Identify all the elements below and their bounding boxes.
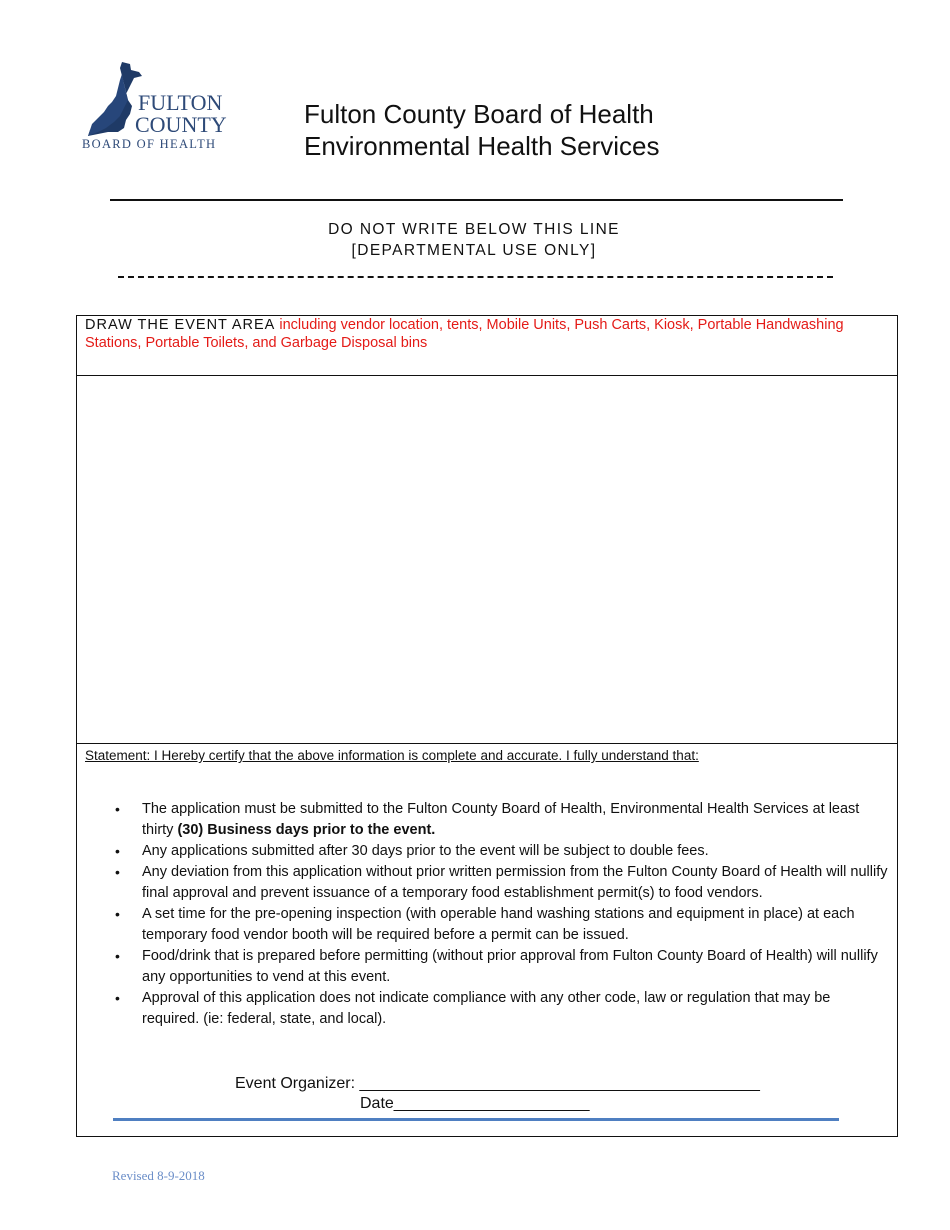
- list-item: [113, 862, 888, 904]
- list-item: [113, 841, 888, 862]
- bullet-icon: •: [115, 906, 120, 922]
- bullet-icon: •: [115, 801, 120, 817]
- revision-date: Revised 8-9-2018: [112, 1168, 205, 1183]
- fulton-county-logo: [84, 60, 264, 155]
- draw-label: DRAW THE EVENT AREA: [85, 317, 276, 333]
- logo-county-text: COUNTY: [135, 112, 227, 137]
- date-field[interactable]: Date______________________: [360, 1095, 590, 1112]
- statement-heading: Statement: I Hereby certify that the above information is complete and accurate. I fully understand that:: [85, 748, 699, 763]
- event-area-form: [76, 315, 898, 1137]
- bullet-text: Any applications submitted after 30 days prior to the event will be subject to double fees.: [142, 843, 709, 859]
- title-line-1: Fulton County Board of Health: [304, 99, 654, 129]
- draw-instruction-text: including vendor location, tents, Mobile Units, Push Carts, Kiosk, Portable Handwashing Stations, Portable Toilets, and Garbage Disposal bins: [85, 317, 844, 351]
- blue-divider: [113, 1118, 839, 1121]
- notice-line-2: [DEPARTMENTAL USE ONLY]: [351, 242, 597, 259]
- dashed-divider: [118, 276, 833, 278]
- bullet-icon: •: [115, 990, 120, 1006]
- event-organizer-field[interactable]: Event Organizer: _____________________________________________: [235, 1075, 760, 1092]
- bullet-text: The application must be submitted to the Fulton County Board of Health, Environmental Health Services at least thirty: [142, 801, 860, 838]
- conditions-list: [113, 799, 888, 1030]
- list-item: [113, 904, 888, 946]
- title-line-2: Environmental Health Services: [304, 131, 660, 161]
- departmental-notice: [110, 219, 838, 261]
- drawing-area[interactable]: [77, 376, 897, 744]
- bullet-text: Food/drink that is prepared before permitting (without prior approval from Fulton County Board of Health) will nullify any opportunities to vend at this event.: [142, 948, 878, 985]
- notice-line-1: DO NOT WRITE BELOW THIS LINE: [328, 221, 620, 238]
- logo-board-text: BOARD OF HEALTH: [82, 137, 217, 151]
- bullet-text: Any deviation from this application without prior written permission from the Fulton County Board of Health will nullify final approval and prevent issuance of a temporary food establishment permit(s) to food vendors.: [142, 864, 888, 901]
- logo-fulton-text: FULTON: [138, 90, 223, 115]
- bullet-icon: •: [115, 843, 120, 859]
- bullet-text: A set time for the pre-opening inspection (with operable hand washing stations and equipment in place) at each temporary food vendor booth will be required before a permit can be issued.: [142, 906, 855, 943]
- list-item: [113, 946, 888, 988]
- list-item: [113, 799, 888, 841]
- bullet-text: Approval of this application does not indicate compliance with any other code, law or regulation that may be required. (ie: federal, state, and local).: [142, 990, 831, 1027]
- bullet-bold-text: (30) Business days prior to the event.: [177, 822, 436, 838]
- bullet-icon: •: [115, 864, 120, 880]
- top-divider: [110, 199, 843, 201]
- list-item: [113, 988, 888, 1030]
- draw-instructions: [85, 316, 895, 352]
- page-title: [304, 98, 660, 162]
- bullet-icon: •: [115, 948, 120, 964]
- draw-section-header: [77, 316, 897, 376]
